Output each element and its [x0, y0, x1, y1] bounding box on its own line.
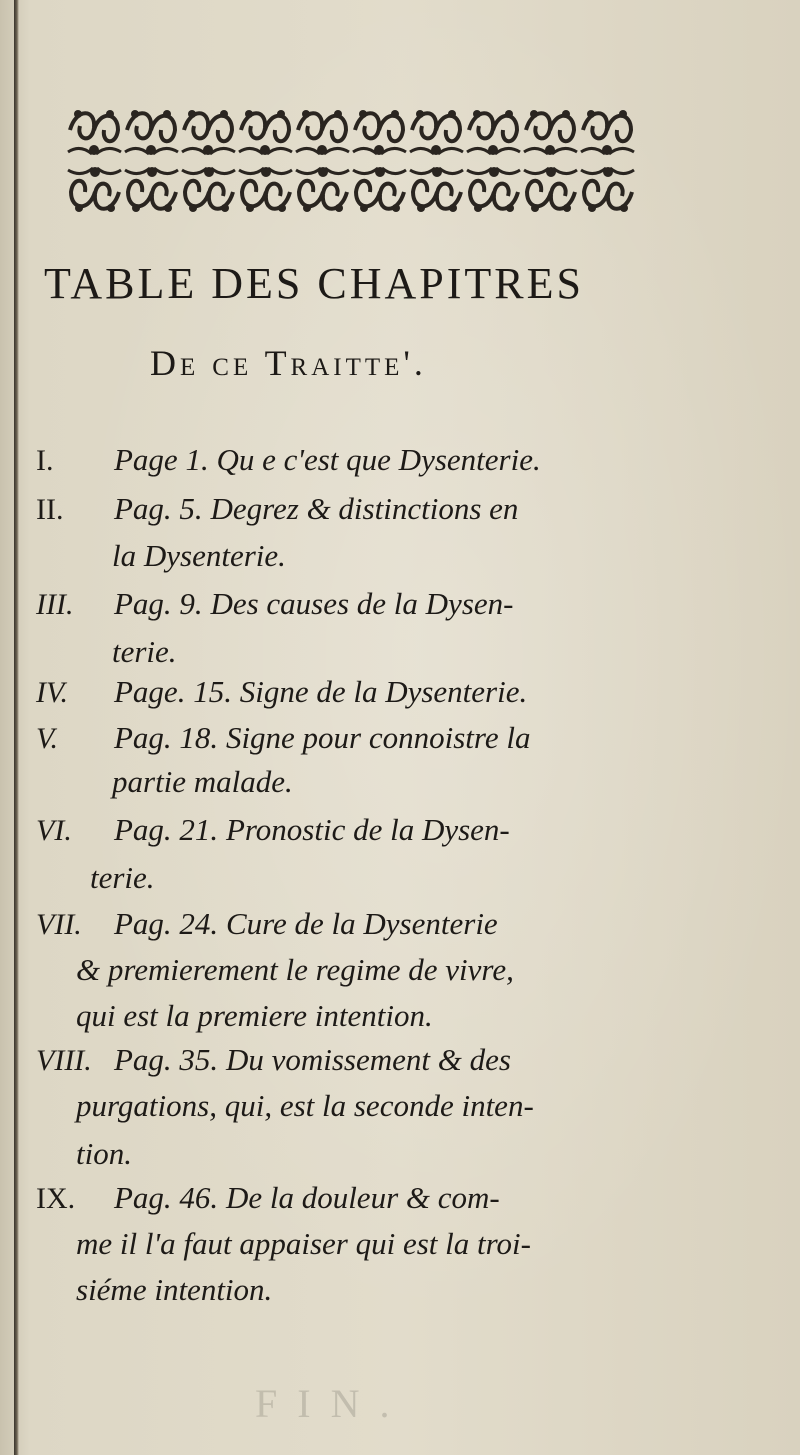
- chapter-title-line: Qu e c'est que Dysenterie.: [216, 442, 541, 477]
- chapter-number: VI.: [36, 814, 72, 847]
- chapter-title-continuation: siéme intention.: [76, 1272, 273, 1307]
- chapter-title-line: Cure de la Dysenterie: [225, 906, 498, 941]
- chapter-page: Pag. 46.: [114, 1180, 219, 1215]
- fin-bleed-through: FIN.: [255, 1381, 410, 1426]
- chapter-title-line: Du vomissement & des: [225, 1042, 511, 1077]
- chapter-number: III.: [36, 588, 74, 621]
- chapter-page: Pag. 35.: [114, 1042, 219, 1077]
- ornamental-headpiece: [66, 100, 636, 220]
- chapter-entry-2: [36, 489, 518, 530]
- chapter-title-continuation: terie.: [90, 860, 155, 895]
- chapter-title-continuation: la Dysenterie.: [112, 538, 286, 573]
- table-title: TABLE DES CHAPITRES: [44, 259, 584, 308]
- chapter-title-line: Signe de la Dysenterie.: [239, 674, 528, 709]
- chapter-page: Pag. 5.: [114, 491, 203, 526]
- chapter-title-line: Degrez & distinctions en: [210, 491, 519, 526]
- chapter-number: II.: [36, 493, 64, 526]
- chapter-number: VII.: [36, 908, 82, 941]
- chapter-number: I.: [36, 444, 54, 477]
- chapter-title-continuation: purgations, qui, est la seconde inten-: [76, 1088, 534, 1123]
- chapter-entry-1: [36, 440, 541, 481]
- chapter-title-continuation: qui est la premiere intention.: [76, 998, 433, 1033]
- chapter-entry-3: [36, 584, 513, 625]
- chapter-number: IV.: [36, 676, 68, 709]
- chapter-entry-9: [36, 1178, 500, 1219]
- chapter-title-continuation: me il l'a faut appaiser qui est la troi-: [76, 1226, 531, 1261]
- table-subtitle: De ce Traitte'.: [150, 343, 427, 383]
- chapter-entry-5: [36, 718, 530, 759]
- chapter-number: IX.: [36, 1182, 76, 1215]
- chapter-page: Pag. 18.: [114, 720, 219, 755]
- chapter-title-continuation: tion.: [76, 1136, 132, 1171]
- chapter-entry-6: [36, 810, 510, 851]
- chapter-page: Pag. 9.: [114, 586, 203, 621]
- chapter-page: Page 1.: [114, 442, 209, 477]
- chapter-title-line: Des causes de la Dysen-: [210, 586, 514, 621]
- chapter-entry-7: [36, 904, 498, 945]
- chapter-number: V.: [36, 722, 58, 755]
- chapter-page: Pag. 21.: [114, 812, 219, 847]
- chapter-entry-8: [36, 1040, 511, 1081]
- chapter-title-line: Signe pour connoistre la: [225, 720, 531, 755]
- chapter-title-line: Pronostic de la Dysen-: [225, 812, 510, 847]
- chapter-page: Pag. 24.: [114, 906, 219, 941]
- chapter-entry-4: [36, 672, 527, 713]
- chapter-title-continuation: & premierement le regime de vivre,: [76, 952, 514, 987]
- chapter-title-continuation: terie.: [112, 634, 177, 669]
- chapter-title-continuation: partie malade.: [112, 764, 293, 799]
- chapter-number: VIII.: [36, 1044, 92, 1077]
- book-spine-edge: [14, 0, 19, 1455]
- chapter-page: Page. 15.: [114, 674, 232, 709]
- chapter-title-line: De la douleur & com-: [225, 1180, 500, 1215]
